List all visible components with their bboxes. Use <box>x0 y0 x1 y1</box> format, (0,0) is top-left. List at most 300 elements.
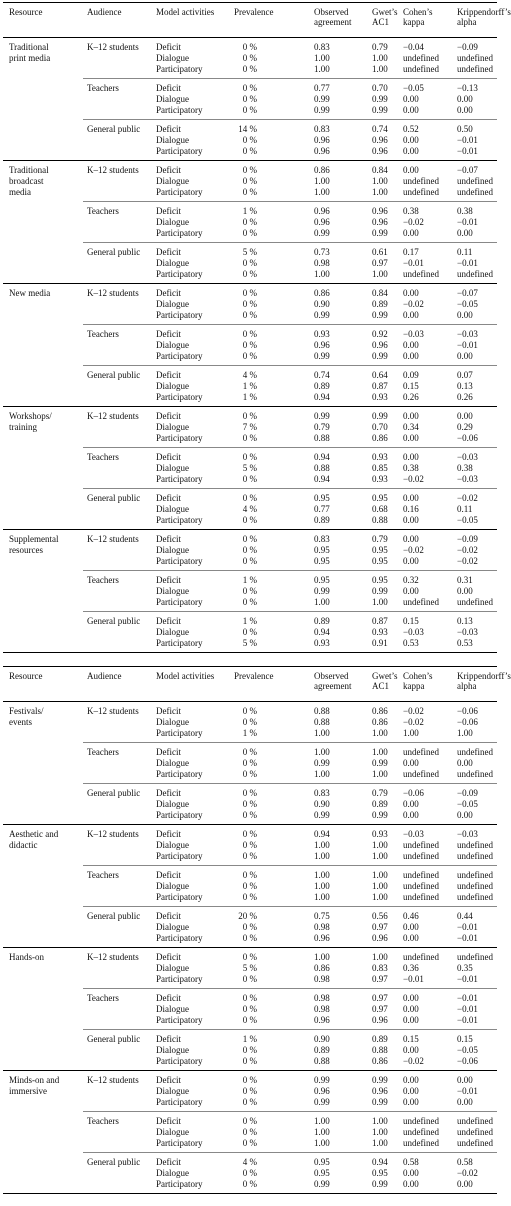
krippendorff-alpha-cell: 0.44 <box>457 911 473 921</box>
header-cohen-kappa: Cohen’s kappa <box>403 671 433 691</box>
cohen-kappa-cell: 0.16 <box>403 504 419 514</box>
prevalence-cell: 5 % <box>242 963 257 973</box>
prevalence-cell: 0 % <box>242 452 257 462</box>
krippendorff-alpha-cell: −0.01 <box>457 1004 478 1014</box>
cohen-kappa-cell: 0.00 <box>403 1168 419 1178</box>
gwet-ac1-cell: 0.79 <box>372 788 388 798</box>
cohen-kappa-cell: 0.00 <box>403 810 419 820</box>
model-activity-cell: Dialogue <box>156 586 189 596</box>
resource-group <box>3 948 497 1071</box>
observed-agreement-cell: 0.96 <box>314 1086 330 1096</box>
observed-agreement-cell: 0.99 <box>314 586 330 596</box>
audience-name: General public <box>87 788 141 798</box>
prevalence-cell: 4 % <box>242 504 257 514</box>
table-row <box>83 1086 497 1097</box>
header-observed-agreement: Observed agreement <box>314 671 352 691</box>
gwet-ac1-cell: 0.79 <box>372 534 388 544</box>
table-row <box>83 310 497 321</box>
model-activity-cell: Dialogue <box>156 1127 189 1137</box>
resource-group <box>3 530 497 653</box>
krippendorff-alpha-cell: −0.03 <box>457 329 478 339</box>
audience-name: General public <box>87 370 141 380</box>
table-row <box>83 799 497 810</box>
audience-block <box>83 1112 497 1153</box>
prevalence-cell: 0 % <box>242 329 257 339</box>
resource-name: Traditional print media <box>9 42 51 63</box>
table-row <box>83 42 497 53</box>
prevalence-cell: 0 % <box>242 146 257 156</box>
audience-name: K–12 students <box>87 829 139 839</box>
audience-name: General public <box>87 911 141 921</box>
model-activity-cell: Deficit <box>156 370 181 380</box>
krippendorff-alpha-cell: −0.09 <box>457 42 478 52</box>
observed-agreement-cell: 0.79 <box>314 422 330 432</box>
cohen-kappa-cell: undefined <box>403 53 439 63</box>
model-activity-cell: Deficit <box>156 1075 181 1085</box>
cohen-kappa-cell: 0.15 <box>403 381 419 391</box>
krippendorff-alpha-cell: undefined <box>457 952 493 962</box>
cohen-kappa-cell: −0.02 <box>403 217 424 227</box>
observed-agreement-cell: 1.00 <box>314 269 330 279</box>
gwet-ac1-cell: 0.96 <box>372 933 388 943</box>
gwet-ac1-cell: 0.95 <box>372 1168 388 1178</box>
observed-agreement-cell: 0.88 <box>314 433 330 443</box>
gwet-ac1-cell: 0.99 <box>372 228 388 238</box>
audience-name: General public <box>87 1157 141 1167</box>
audience-name: General public <box>87 1034 141 1044</box>
audience-block <box>83 743 497 784</box>
observed-agreement-cell: 1.00 <box>314 53 330 63</box>
observed-agreement-cell: 0.99 <box>314 1097 330 1107</box>
prevalence-cell: 0 % <box>242 545 257 555</box>
krippendorff-alpha-cell: 0.58 <box>457 1157 473 1167</box>
table-row <box>83 392 497 403</box>
model-activity-cell: Deficit <box>156 83 181 93</box>
prevalence-cell: 0 % <box>242 597 257 607</box>
prevalence-cell: 0 % <box>242 105 257 115</box>
gwet-ac1-cell: 0.94 <box>372 1157 388 1167</box>
krippendorff-alpha-cell: 0.11 <box>457 247 473 257</box>
table-row <box>83 758 497 769</box>
gwet-ac1-cell: 1.00 <box>372 851 388 861</box>
prevalence-cell: 0 % <box>242 340 257 350</box>
prevalence-cell: 0 % <box>242 974 257 984</box>
resource-group <box>3 1071 497 1194</box>
table-row <box>83 556 497 567</box>
table-row <box>83 706 497 717</box>
cohen-kappa-cell: 0.00 <box>403 1015 419 1025</box>
table-row <box>83 206 497 217</box>
header-observed-agreement: Observed agreement <box>314 7 352 27</box>
model-activity-cell: Dialogue <box>156 340 189 350</box>
table-row <box>83 1015 497 1026</box>
krippendorff-alpha-cell: −0.06 <box>457 1056 478 1066</box>
prevalence-cell: 0 % <box>242 993 257 1003</box>
cohen-kappa-cell: −0.06 <box>403 788 424 798</box>
table-row <box>83 1138 497 1149</box>
cohen-kappa-cell: undefined <box>403 952 439 962</box>
audience-block <box>83 120 497 160</box>
gwet-ac1-cell: 0.99 <box>372 94 388 104</box>
prevalence-cell: 0 % <box>242 788 257 798</box>
cohen-kappa-cell: 0.00 <box>403 411 419 421</box>
gwet-ac1-cell: 0.64 <box>372 370 388 380</box>
model-activity-cell: Deficit <box>156 952 181 962</box>
cohen-kappa-cell: 0.00 <box>403 228 419 238</box>
prevalence-cell: 0 % <box>242 53 257 63</box>
prevalence-cell: 14 % <box>238 124 257 134</box>
gwet-ac1-cell: 0.91 <box>372 638 388 648</box>
observed-agreement-cell: 0.88 <box>314 706 330 716</box>
krippendorff-alpha-cell: 0.50 <box>457 124 473 134</box>
model-activity-cell: Dialogue <box>156 176 189 186</box>
cohen-kappa-cell: 0.00 <box>403 1179 419 1189</box>
model-activity-cell: Deficit <box>156 706 181 716</box>
krippendorff-alpha-cell: −0.01 <box>457 974 478 984</box>
krippendorff-alpha-cell: 0.00 <box>457 351 473 361</box>
audience-name: K–12 students <box>87 952 139 962</box>
krippendorff-alpha-cell: −0.05 <box>457 299 478 309</box>
table-row <box>83 351 497 362</box>
prevalence-cell: 0 % <box>242 42 257 52</box>
audience-block <box>83 407 497 448</box>
observed-agreement-cell: 0.95 <box>314 556 330 566</box>
gwet-ac1-cell: 1.00 <box>372 881 388 891</box>
observed-agreement-cell: 0.95 <box>314 545 330 555</box>
table-row <box>83 911 497 922</box>
observed-agreement-cell: 1.00 <box>314 187 330 197</box>
model-activity-cell: Dialogue <box>156 881 189 891</box>
prevalence-cell: 5 % <box>242 638 257 648</box>
gwet-ac1-cell: 1.00 <box>372 176 388 186</box>
krippendorff-alpha-cell: −0.01 <box>457 135 478 145</box>
krippendorff-alpha-cell: 0.00 <box>457 105 473 115</box>
observed-agreement-cell: 0.99 <box>314 94 330 104</box>
krippendorff-alpha-cell: 0.00 <box>457 1075 473 1085</box>
krippendorff-alpha-cell: 0.29 <box>457 422 473 432</box>
krippendorff-alpha-cell: undefined <box>457 187 493 197</box>
krippendorff-alpha-cell: 0.00 <box>457 810 473 820</box>
cohen-kappa-cell: undefined <box>403 1127 439 1137</box>
model-activity-cell: Participatory <box>156 433 203 443</box>
cohen-kappa-cell: −0.02 <box>403 545 424 555</box>
krippendorff-alpha-cell: −0.01 <box>457 258 478 268</box>
audience-name: Teachers <box>87 575 119 585</box>
cohen-kappa-cell: 0.15 <box>403 1034 419 1044</box>
gwet-ac1-cell: 0.95 <box>372 493 388 503</box>
gwet-ac1-cell: 0.97 <box>372 922 388 932</box>
table-body <box>3 38 497 653</box>
table-row <box>83 922 497 933</box>
prevalence-cell: 1 % <box>242 728 257 738</box>
prevalence-cell: 0 % <box>242 228 257 238</box>
audience-name: Teachers <box>87 747 119 757</box>
audience-name: Teachers <box>87 452 119 462</box>
table-row <box>83 993 497 1004</box>
krippendorff-alpha-cell: −0.05 <box>457 515 478 525</box>
krippendorff-alpha-cell: 0.00 <box>457 94 473 104</box>
prevalence-cell: 0 % <box>242 534 257 544</box>
model-activity-cell: Participatory <box>156 1179 203 1189</box>
observed-agreement-cell: 0.96 <box>314 1015 330 1025</box>
prevalence-cell: 0 % <box>242 288 257 298</box>
krippendorff-alpha-cell: undefined <box>457 892 493 902</box>
model-activity-cell: Deficit <box>156 747 181 757</box>
krippendorff-alpha-cell: 0.15 <box>457 1034 473 1044</box>
cohen-kappa-cell: undefined <box>403 269 439 279</box>
observed-agreement-cell: 0.98 <box>314 993 330 1003</box>
audience-block <box>83 1030 497 1070</box>
observed-agreement-cell: 0.99 <box>314 351 330 361</box>
gwet-ac1-cell: 0.86 <box>372 433 388 443</box>
resource-name: Traditional broadcast media <box>9 165 49 197</box>
prevalence-cell: 0 % <box>242 840 257 850</box>
cohen-kappa-cell: −0.02 <box>403 299 424 309</box>
gwet-ac1-cell: 1.00 <box>372 952 388 962</box>
observed-agreement-cell: 0.95 <box>314 493 330 503</box>
cohen-kappa-cell: 0.00 <box>403 351 419 361</box>
gwet-ac1-cell: 0.88 <box>372 515 388 525</box>
header-audience: Audience <box>87 7 122 17</box>
model-activity-cell: Deficit <box>156 165 181 175</box>
resource-group <box>3 407 497 530</box>
observed-agreement-cell: 0.77 <box>314 83 330 93</box>
table-row <box>83 881 497 892</box>
krippendorff-alpha-cell: 0.07 <box>457 370 473 380</box>
table-row <box>83 83 497 94</box>
table-row <box>83 422 497 433</box>
model-activity-cell: Dialogue <box>156 381 189 391</box>
model-activity-cell: Participatory <box>156 556 203 566</box>
cohen-kappa-cell: −0.02 <box>403 706 424 716</box>
observed-agreement-cell: 0.99 <box>314 228 330 238</box>
prevalence-cell: 1 % <box>242 381 257 391</box>
resource-group <box>3 825 497 948</box>
audience-name: Teachers <box>87 83 119 93</box>
table-row <box>83 1116 497 1127</box>
table-row <box>83 146 497 157</box>
gwet-ac1-cell: 0.83 <box>372 963 388 973</box>
header-model-activities: Model activities <box>156 671 215 681</box>
table-row <box>83 586 497 597</box>
gwet-ac1-cell: 1.00 <box>372 269 388 279</box>
table-row <box>83 1045 497 1056</box>
table-row <box>83 135 497 146</box>
gwet-ac1-cell: 0.74 <box>372 124 388 134</box>
observed-agreement-cell: 1.00 <box>314 728 330 738</box>
gwet-ac1-cell: 0.99 <box>372 810 388 820</box>
gwet-ac1-cell: 1.00 <box>372 53 388 63</box>
observed-agreement-cell: 0.94 <box>314 452 330 462</box>
prevalence-cell: 0 % <box>242 176 257 186</box>
cohen-kappa-cell: 0.00 <box>403 515 419 525</box>
krippendorff-alpha-cell: −0.06 <box>457 717 478 727</box>
cohen-kappa-cell: undefined <box>403 870 439 880</box>
model-activity-cell: Participatory <box>156 638 203 648</box>
observed-agreement-cell: 0.99 <box>314 758 330 768</box>
audience-name: Teachers <box>87 206 119 216</box>
observed-agreement-cell: 1.00 <box>314 597 330 607</box>
audience-name: K–12 students <box>87 165 139 175</box>
prevalence-cell: 0 % <box>242 952 257 962</box>
cohen-kappa-cell: undefined <box>403 187 439 197</box>
krippendorff-alpha-cell: −0.03 <box>457 627 478 637</box>
model-activity-cell: Deficit <box>156 575 181 585</box>
observed-agreement-cell: 0.88 <box>314 463 330 473</box>
resource-group <box>3 702 497 825</box>
resource-name: Hands-on <box>9 952 44 962</box>
observed-agreement-cell: 0.96 <box>314 206 330 216</box>
observed-agreement-cell: 0.88 <box>314 717 330 727</box>
prevalence-cell: 0 % <box>242 433 257 443</box>
model-activity-cell: Deficit <box>156 870 181 880</box>
audience-name: General public <box>87 124 141 134</box>
model-activity-cell: Dialogue <box>156 422 189 432</box>
gwet-ac1-cell: 1.00 <box>372 769 388 779</box>
gwet-ac1-cell: 1.00 <box>372 840 388 850</box>
cohen-kappa-cell: 0.00 <box>403 493 419 503</box>
table-row <box>83 840 497 851</box>
resource-name: Aesthetic and didactic <box>9 829 59 850</box>
prevalence-cell: 1 % <box>242 575 257 585</box>
audience-name: General public <box>87 247 141 257</box>
gwet-ac1-cell: 0.99 <box>372 1179 388 1189</box>
prevalence-cell: 0 % <box>242 922 257 932</box>
audience-name: General public <box>87 616 141 626</box>
gwet-ac1-cell: 0.97 <box>372 974 388 984</box>
cohen-kappa-cell: undefined <box>403 1116 439 1126</box>
cohen-kappa-cell: 0.26 <box>403 392 419 402</box>
observed-agreement-cell: 0.90 <box>314 799 330 809</box>
krippendorff-alpha-cell: −0.03 <box>457 474 478 484</box>
prevalence-cell: 0 % <box>242 1086 257 1096</box>
prevalence-cell: 0 % <box>242 299 257 309</box>
table-row <box>83 228 497 239</box>
prevalence-cell: 0 % <box>242 135 257 145</box>
observed-agreement-cell: 0.99 <box>314 1179 330 1189</box>
table-row <box>83 176 497 187</box>
gwet-ac1-cell: 0.93 <box>372 829 388 839</box>
gwet-ac1-cell: 0.99 <box>372 411 388 421</box>
model-activity-cell: Participatory <box>156 392 203 402</box>
observed-agreement-cell: 1.00 <box>314 892 330 902</box>
audience-name: K–12 students <box>87 288 139 298</box>
model-activity-cell: Participatory <box>156 1056 203 1066</box>
krippendorff-alpha-cell: undefined <box>457 1116 493 1126</box>
gwet-ac1-cell: 1.00 <box>372 870 388 880</box>
observed-agreement-cell: 0.93 <box>314 329 330 339</box>
audience-block <box>83 448 497 489</box>
cohen-kappa-cell: 0.09 <box>403 370 419 380</box>
model-activity-cell: Dialogue <box>156 1086 189 1096</box>
cohen-kappa-cell: 0.00 <box>403 288 419 298</box>
model-activity-cell: Participatory <box>156 64 203 74</box>
table-row <box>83 340 497 351</box>
krippendorff-alpha-cell: −0.02 <box>457 493 478 503</box>
prevalence-cell: 0 % <box>242 758 257 768</box>
audience-block <box>83 948 497 989</box>
observed-agreement-cell: 0.99 <box>314 310 330 320</box>
gwet-ac1-cell: 0.99 <box>372 758 388 768</box>
model-activity-cell: Participatory <box>156 1097 203 1107</box>
cohen-kappa-cell: 0.36 <box>403 963 419 973</box>
gwet-ac1-cell: 0.96 <box>372 206 388 216</box>
audience-block <box>83 489 497 529</box>
resource-name: Festivals/ events <box>9 706 44 727</box>
observed-agreement-cell: 0.99 <box>314 411 330 421</box>
krippendorff-alpha-cell: −0.03 <box>457 452 478 462</box>
table-row <box>83 952 497 963</box>
krippendorff-alpha-cell: undefined <box>457 176 493 186</box>
resource-group <box>3 38 497 161</box>
prevalence-cell: 0 % <box>242 892 257 902</box>
header-resource: Resource <box>9 7 43 17</box>
model-activity-cell: Participatory <box>156 1015 203 1025</box>
gwet-ac1-cell: 0.97 <box>372 993 388 1003</box>
observed-agreement-cell: 0.99 <box>314 1075 330 1085</box>
krippendorff-alpha-cell: −0.09 <box>457 788 478 798</box>
model-activity-cell: Dialogue <box>156 504 189 514</box>
gwet-ac1-cell: 0.79 <box>372 42 388 52</box>
krippendorff-alpha-cell: undefined <box>457 597 493 607</box>
audience-block <box>83 825 497 866</box>
model-activity-cell: Participatory <box>156 269 203 279</box>
observed-agreement-cell: 0.96 <box>314 340 330 350</box>
krippendorff-alpha-cell: 0.26 <box>457 392 473 402</box>
cohen-kappa-cell: −0.05 <box>403 83 424 93</box>
audience-block <box>83 1153 497 1193</box>
cohen-kappa-cell: undefined <box>403 1138 439 1148</box>
cohen-kappa-cell: 0.34 <box>403 422 419 432</box>
cohen-kappa-cell: −0.01 <box>403 974 424 984</box>
observed-agreement-cell: 0.94 <box>314 474 330 484</box>
model-activity-cell: Deficit <box>156 993 181 1003</box>
cohen-kappa-cell: 0.00 <box>403 452 419 462</box>
cohen-kappa-cell: 0.00 <box>403 534 419 544</box>
cohen-kappa-cell: undefined <box>403 769 439 779</box>
model-activity-cell: Participatory <box>156 228 203 238</box>
header-krippendorff-alpha: Krippendorff’s alpha <box>457 7 511 27</box>
krippendorff-alpha-cell: 0.00 <box>457 1179 473 1189</box>
prevalence-cell: 0 % <box>242 747 257 757</box>
cohen-kappa-cell: 0.00 <box>403 1086 419 1096</box>
model-activity-cell: Participatory <box>156 187 203 197</box>
observed-agreement-cell: 0.99 <box>314 810 330 820</box>
prevalence-cell: 0 % <box>242 769 257 779</box>
observed-agreement-cell: 0.83 <box>314 534 330 544</box>
model-activity-cell: Deficit <box>156 1157 181 1167</box>
model-activity-cell: Participatory <box>156 474 203 484</box>
table-row <box>83 433 497 444</box>
gwet-ac1-cell: 1.00 <box>372 187 388 197</box>
prevalence-cell: 0 % <box>242 310 257 320</box>
model-activity-cell: Participatory <box>156 769 203 779</box>
krippendorff-alpha-cell: −0.01 <box>457 1086 478 1096</box>
model-activity-cell: Participatory <box>156 728 203 738</box>
model-activity-cell: Deficit <box>156 206 181 216</box>
model-activity-cell: Deficit <box>156 452 181 462</box>
gwet-ac1-cell: 0.86 <box>372 717 388 727</box>
observed-agreement-cell: 0.96 <box>314 135 330 145</box>
prevalence-cell: 0 % <box>242 1056 257 1066</box>
krippendorff-alpha-cell: 0.00 <box>457 1097 473 1107</box>
gwet-ac1-cell: 0.93 <box>372 452 388 462</box>
krippendorff-alpha-cell: −0.07 <box>457 288 478 298</box>
cohen-kappa-cell: −0.02 <box>403 474 424 484</box>
header-model-activities: Model activities <box>156 7 215 17</box>
resource-name: Minds-on and immersive <box>9 1075 60 1096</box>
cohen-kappa-cell: 0.00 <box>403 586 419 596</box>
